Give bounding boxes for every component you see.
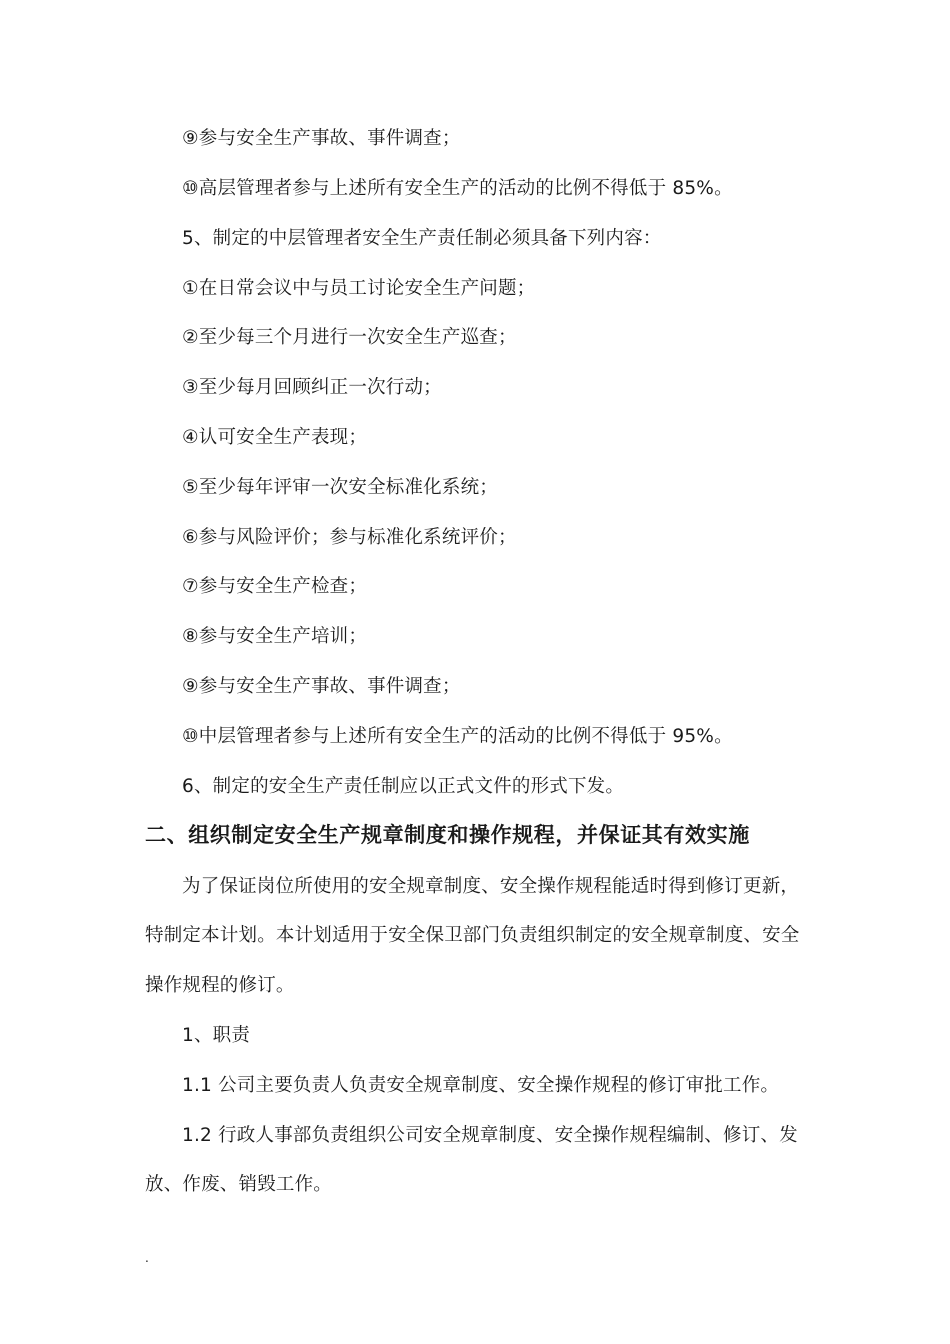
section-heading: 二、组织制定安全生产规章制度和操作规程，并保证其有效实施 bbox=[145, 823, 750, 847]
paragraph-line: 为了保证岗位所使用的安全规章制度、安全操作规程能适时得到修订更新， bbox=[182, 876, 800, 897]
paragraph-line: 1.2 行政人事部负责组织公司安全规章制度、安全操作规程编制、修订、发 bbox=[182, 1125, 798, 1146]
list-item: ⑥参与风险评价；参与标准化系统评价； bbox=[182, 527, 517, 548]
paragraph-line: 放、作废、销毁工作。 bbox=[145, 1174, 333, 1195]
list-item: ⑦参与安全生产检查； bbox=[182, 576, 368, 597]
paragraph-line: 1.1 公司主要负责人负责安全规章制度、安全操作规程的修订审批工作。 bbox=[182, 1075, 780, 1096]
footer-mark: . bbox=[145, 1251, 149, 1265]
list-item: ⑩中层管理者参与上述所有安全生产的活动的比例不得低于 95%。 bbox=[182, 726, 733, 747]
list-item: ⑨参与安全生产事故、事件调查； bbox=[182, 128, 461, 149]
paragraph-line: 特制定本计划。本计划适用于安全保卫部门负责组织制定的安全规章制度、安全 bbox=[145, 925, 800, 946]
list-item: ⑧参与安全生产培训； bbox=[182, 626, 368, 647]
subsection-title: 1、职责 bbox=[182, 1025, 251, 1046]
paragraph-line: 操作规程的修订。 bbox=[145, 975, 295, 996]
list-item: ③至少每月回顾纠正一次行动； bbox=[182, 377, 442, 398]
list-item: ①在日常会议中与员工讨论安全生产问题； bbox=[182, 278, 536, 299]
list-item: ②至少每三个月进行一次安全生产巡查； bbox=[182, 327, 517, 348]
list-item: 5、制定的中层管理者安全生产责任制必须具备下列内容： bbox=[182, 228, 662, 249]
list-item: ⑨参与安全生产事故、事件调查； bbox=[182, 676, 461, 697]
list-item: 6、制定的安全生产责任制应以正式文件的形式下发。 bbox=[182, 776, 625, 797]
list-item: ⑤至少每年评审一次安全标准化系统； bbox=[182, 477, 498, 498]
list-item: ⑩高层管理者参与上述所有安全生产的活动的比例不得低于 85%。 bbox=[182, 178, 733, 199]
list-item: ④认可安全生产表现； bbox=[182, 427, 368, 448]
